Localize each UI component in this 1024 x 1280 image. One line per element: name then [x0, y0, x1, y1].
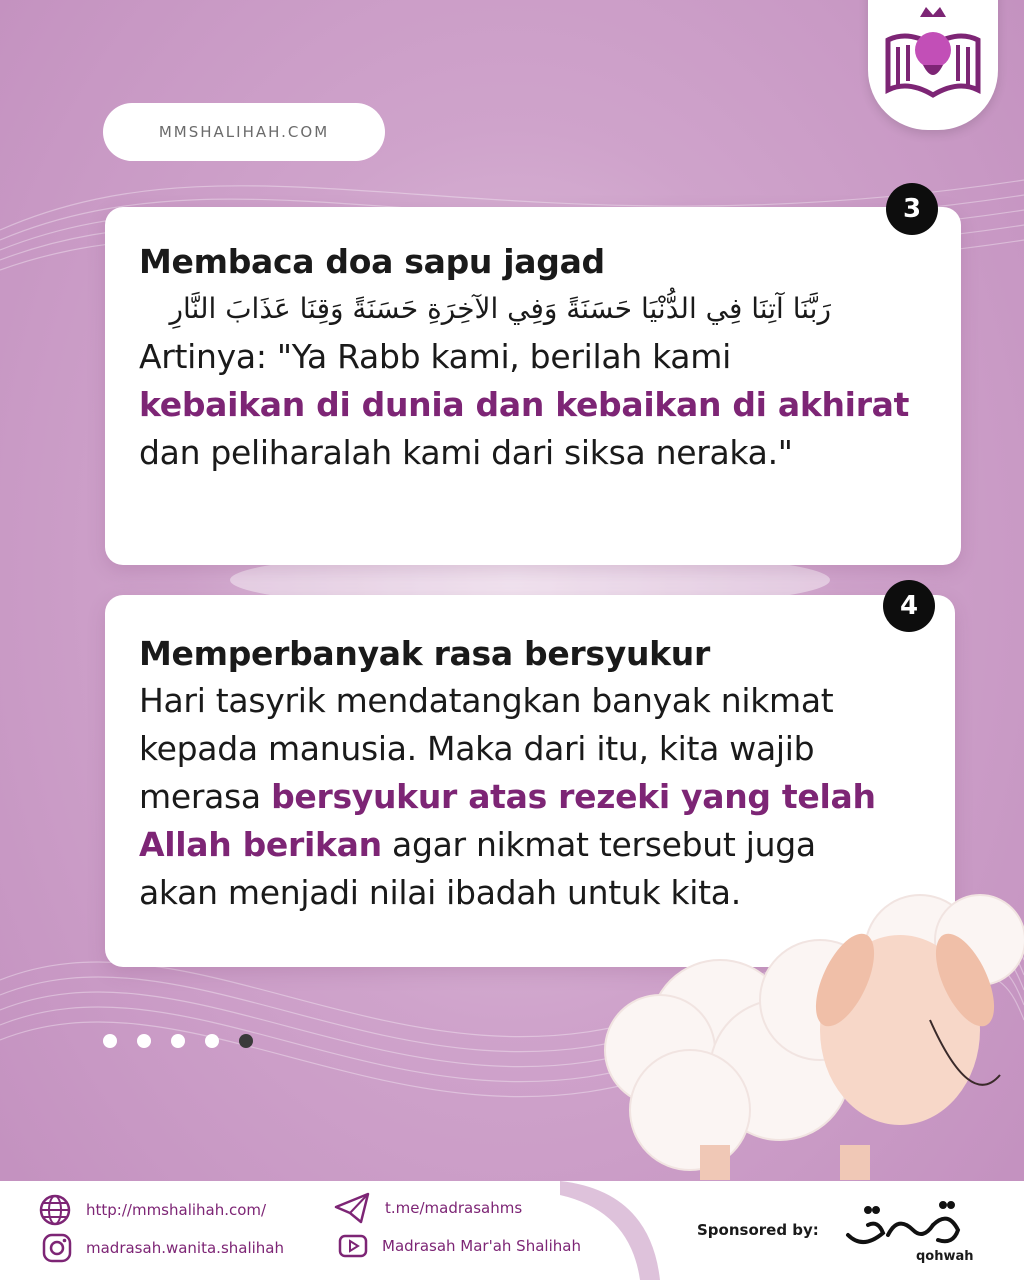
text-after: dan peliharalah kami dari siksa neraka.": [139, 433, 793, 472]
youtube-icon: [338, 1233, 368, 1259]
footer-instagram[interactable]: [42, 1233, 284, 1263]
highlight-text: bersyukur atas rezeki yang telah Allah berikan: [139, 777, 876, 864]
website-link[interactable]: http://mmshalihah.com/: [86, 1201, 267, 1219]
text-before: Artinya: "Ya Rabb kami, berilah kami: [139, 337, 731, 376]
pagination-dot[interactable]: [137, 1034, 151, 1048]
sponsored-label: Sponsored by:: [697, 1221, 819, 1239]
pagination-dot[interactable]: [239, 1034, 253, 1048]
text-before: Hari tasyrik mendatangkan banyak nikmat kepada manusia. Maka dari itu, kita wajib merasa: [139, 681, 834, 816]
text-after: agar nikmat tersebut juga akan menjadi nilai ibadah untuk kita.: [139, 825, 816, 912]
arabic-prayer: رَبَّنَا آتِنَا فِي الدُّنْيَا حَسَنَةً وَفِي الآخِرَةِ حَسَنَةً وَقِنَا عَذَابَ النَّارِ: [169, 292, 831, 325]
sponsor-name: qohwah: [916, 1249, 974, 1264]
site-url-pill[interactable]: MMSHALIHAH.COM: [103, 103, 385, 161]
youtube-channel[interactable]: Madrasah Mar'ah Shalihah: [382, 1237, 581, 1255]
instagram-icon: [42, 1233, 72, 1263]
footer-swoosh: [560, 1181, 670, 1280]
pagination-dots: [103, 1034, 253, 1048]
brand-logo-tab: [868, 0, 998, 130]
globe-icon: [38, 1193, 72, 1227]
footer-bar: [0, 1181, 1024, 1280]
footer-website[interactable]: [38, 1193, 266, 1227]
tip-card-3: [105, 207, 961, 565]
pagination-dot[interactable]: [103, 1034, 117, 1048]
highlight-text: kebaikan di dunia dan kebaikan di akhirat: [139, 385, 910, 424]
card-title: Memperbanyak rasa bersyukur: [139, 634, 710, 673]
instagram-handle[interactable]: madrasah.wanita.shalihah: [86, 1239, 284, 1257]
pagination-dot[interactable]: [171, 1034, 185, 1048]
footer-telegram[interactable]: [333, 1191, 522, 1225]
card-title: Membaca doa sapu jagad: [139, 242, 605, 281]
telegram-icon: [333, 1191, 371, 1225]
number-badge-3: 3: [886, 183, 938, 235]
open-book-logo-icon: [878, 5, 988, 100]
sheep-illustration: [600, 860, 1024, 1180]
footer-youtube[interactable]: [338, 1233, 581, 1259]
card-text: [139, 333, 941, 477]
pagination-dot[interactable]: [205, 1034, 219, 1048]
telegram-link[interactable]: t.me/madrasahms: [385, 1199, 523, 1217]
number-badge-4: 4: [883, 580, 935, 632]
